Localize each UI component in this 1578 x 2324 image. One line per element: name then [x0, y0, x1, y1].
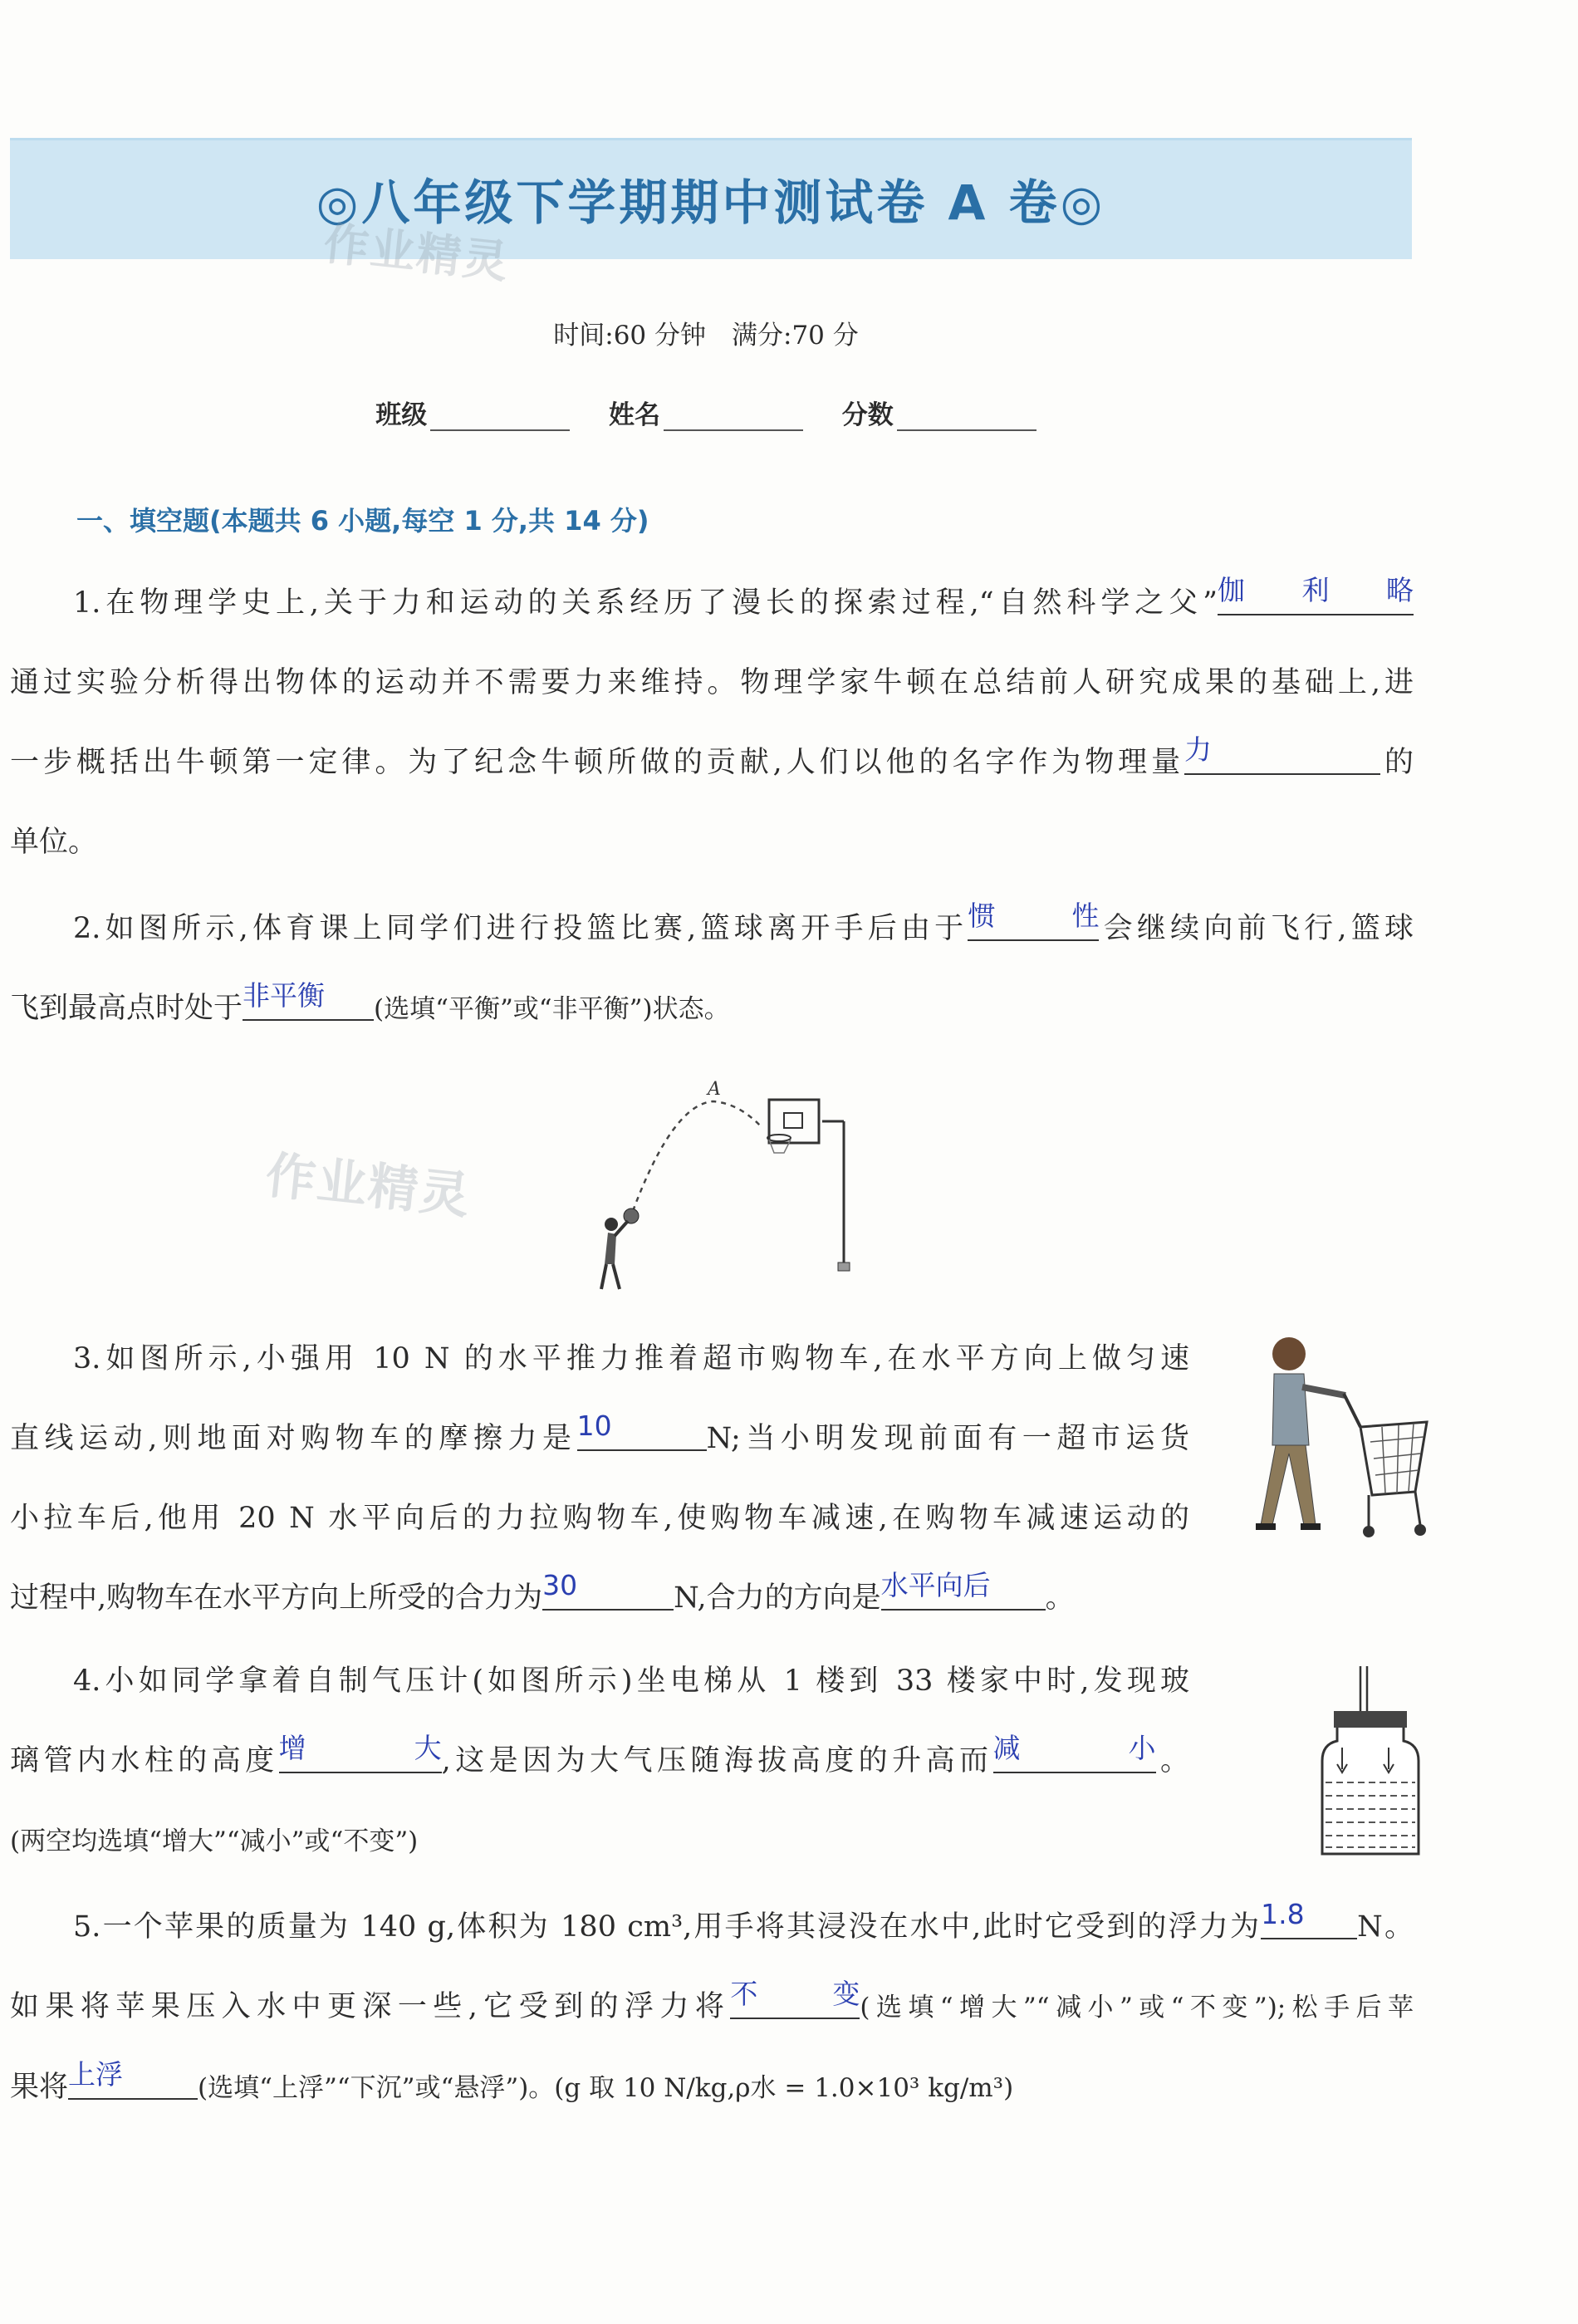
q1-text: 单位。 [10, 826, 98, 859]
q5-blank-3[interactable] [68, 2058, 198, 2100]
cart-basket [1360, 1422, 1427, 1495]
person-head [1272, 1337, 1306, 1370]
q3-blank-1[interactable] [576, 1410, 707, 1451]
q5-answer-1: 1.8 [1261, 1898, 1305, 1930]
q3-blank-3[interactable] [880, 1569, 1046, 1611]
bottle-cap [1334, 1711, 1407, 1728]
q3-text: 。 [1045, 1581, 1075, 1615]
q4-text: 。 [1155, 1744, 1189, 1777]
q5-text: N。 [1357, 1910, 1414, 1944]
q5-text: 如果将苹果压入水中更深一些,它受到的浮力将 [10, 1990, 731, 2023]
cart-wheel [1363, 1526, 1375, 1537]
student-info-row [0, 394, 1412, 431]
q1-answer-2: 力 [1184, 733, 1213, 766]
q3-text: 过程中,购物车在水平方向上所受的合力为 [10, 1581, 543, 1615]
q1-text: 一步概括出牛顿第一定律。为了纪念牛顿所做的贡献,人们以他的名字作为物理量 [10, 746, 1185, 779]
shopping-cart-figure [1228, 1329, 1443, 1562]
q4-text: ,这是因为大气压随海拔高度的升高而 [441, 1744, 993, 1777]
watermark: 作业精灵 [262, 1146, 474, 1226]
q3-answer-3: 水平向后 [880, 1569, 991, 1601]
q1-text: 通过实验分析得出物体的运动并不需要力来维持。物理学家牛顿在总结前人研究成果的基础上,进 [10, 666, 1414, 699]
q1-answer-1: 伽利略 [1218, 574, 1414, 606]
q5-answer-3: 上浮 [68, 2058, 124, 2091]
q3-answer-2: 30 [542, 1569, 578, 1601]
name-label: 姓名 [609, 400, 660, 430]
q3-text: 小拉车后,他用 20 N 水平向后的力拉购物车,使购物车减速,在购物车减速运动的 [10, 1502, 1189, 1535]
q4-answer-2: 减小 [992, 1732, 1156, 1764]
q3-text: 直线运动,则地面对购物车的摩擦力是 [10, 1422, 577, 1455]
q3-text: 3.如图所示,小强用 10 N 的水平推力推着超市购物车,在水平方向上做匀速 [73, 1342, 1189, 1375]
q5-text: 5.一个苹果的质量为 140 g,体积为 180 cm³,用手将其浸没在水中,此时它受到的浮力为 [73, 1910, 1262, 1944]
q2-text: 飞到最高点时处于 [10, 992, 243, 1025]
q4-blank-2[interactable] [992, 1732, 1156, 1773]
question-5 [10, 1887, 1414, 2128]
q5-text: 果将 [10, 2071, 69, 2104]
section-heading: 一、填空题(本题共 6 小题,每空 1 分,共 14 分) [76, 505, 649, 537]
score-label: 分数 [841, 400, 894, 430]
backboard [769, 1100, 819, 1143]
q3-answer-1: 10 [576, 1410, 612, 1442]
time-info: 时间:60 分钟 满分:70 分 [553, 321, 859, 351]
q2-answer-2: 非平衡 [243, 979, 326, 1012]
q5-blank-2[interactable] [730, 1978, 860, 2019]
q5-text: (选填“增大”“减小”或“不变”);松手后苹 [860, 1993, 1414, 2022]
q4-blank-1[interactable] [278, 1732, 442, 1773]
watermark: 作业精灵 [321, 217, 512, 289]
q2-text: 会继续向前飞行,篮球 [1099, 912, 1414, 945]
q4-text: (两空均选填“增大”“减小”或“不变”) [10, 1826, 419, 1856]
question-1 [10, 563, 1414, 882]
cart-wheel [1414, 1524, 1426, 1536]
q5-answer-2: 不变 [730, 1978, 860, 2010]
class-label: 班级 [375, 400, 428, 430]
name-field[interactable] [664, 406, 803, 431]
question-2 [10, 889, 1414, 1049]
q1-text: 1.在物理学史上,关于力和运动的关系经历了漫长的探索过程,“自然科学之父” [73, 586, 1218, 620]
player-head [605, 1218, 618, 1231]
title-banner [10, 138, 1412, 259]
q2-text: (选填“平衡”或“非平衡”)状态。 [374, 994, 730, 1024]
cart-handle [1344, 1394, 1360, 1427]
q4-text: 璃管内水柱的高度 [10, 1744, 279, 1777]
q1-blank-2[interactable] [1184, 733, 1380, 775]
q5-text: (选填“上浮”“下沉”或“悬浮”)。(g 取 10 N/kg,ρ水 = 1.0×10³ kg/m³) [198, 2073, 1014, 2103]
score-field[interactable] [897, 406, 1036, 431]
basketball-figure [573, 1071, 855, 1304]
q5-blank-1[interactable] [1261, 1898, 1357, 1939]
class-field[interactable] [430, 406, 570, 431]
hoop [767, 1135, 791, 1141]
q2-answer-1: 惯性 [968, 900, 1100, 932]
q1-blank-1[interactable] [1218, 574, 1414, 615]
person-legs [1261, 1445, 1316, 1525]
q2-blank-1[interactable] [968, 900, 1100, 941]
q2-text: 2.如图所示,体育课上同学们进行投篮比赛,篮球离开手后由于 [73, 912, 968, 945]
q4-answer-1: 增大 [278, 1732, 442, 1764]
barometer-figure [1312, 1661, 1429, 1861]
q3-text: N;当小明发现前面有一超市运货 [706, 1422, 1189, 1455]
question-4 [10, 1641, 1189, 1881]
q3-text: N,合力的方向是 [674, 1581, 881, 1615]
q2-blank-2[interactable] [243, 979, 374, 1021]
point-a-label: A [708, 1079, 721, 1100]
q1-text: 的 [1380, 746, 1414, 779]
q4-text: 4.小如同学拿着自制气压计(如图所示)坐电梯从 1 楼到 33 楼家中时,发现玻 [73, 1665, 1189, 1698]
question-3 [10, 1319, 1189, 1638]
player-body [605, 1233, 616, 1264]
q3-blank-2[interactable] [542, 1569, 674, 1611]
page-title: ◎八年级下学期期中测试卷 A 卷◎ [316, 174, 1106, 231]
trajectory-path [633, 1101, 762, 1211]
